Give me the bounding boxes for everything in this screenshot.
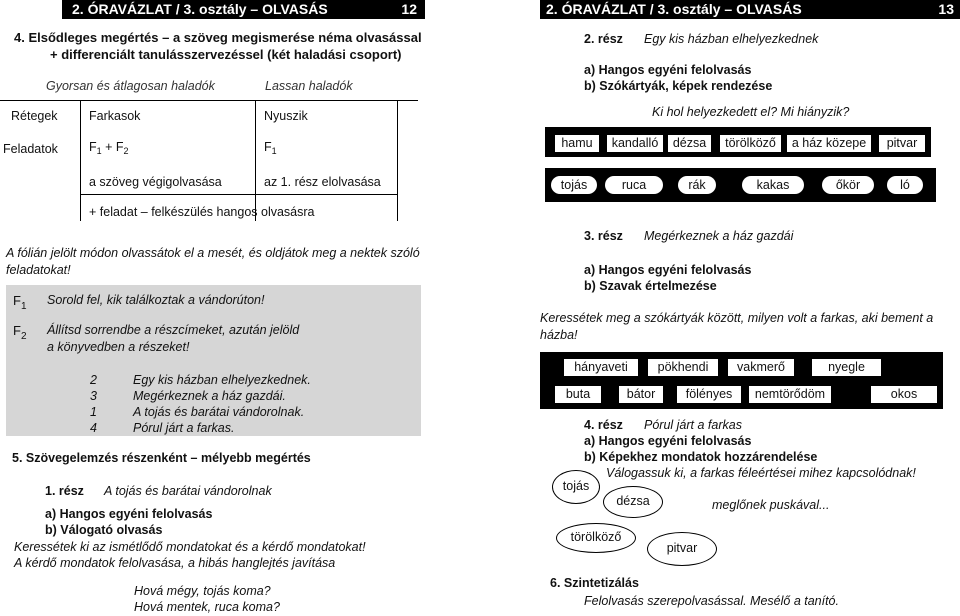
part2-question: Ki hol helyezkedett el? Mi hiányzik? [652, 105, 850, 119]
word-card-kandallo: kandalló [606, 134, 664, 153]
graybox-f1-text: Sorold fel, kik találkoztak a vándorúton! [47, 293, 265, 307]
table-row-desc-col2: az 1. rész elolvasása [264, 175, 381, 189]
part3-title: Megérkeznek a ház gazdái [644, 229, 794, 243]
task-f-plus: + F [101, 140, 124, 154]
part1-label: 1. rész [45, 484, 84, 498]
part3-label: 3. rész [584, 229, 623, 243]
word-card-torolkozo: törölköző [719, 134, 782, 153]
part2-title: Egy kis házban elhelyezkednek [644, 32, 819, 46]
part1-question1: Hová mégy, tojás koma? [134, 584, 271, 598]
part4-label: 4. rész [584, 418, 623, 432]
part1-step-a: a) Hangos egyéni felolvasás [45, 507, 213, 521]
table-row-layers-col1: Farkasok [89, 109, 141, 123]
task-f-letter: F [89, 140, 97, 154]
word-card-okos: okos [870, 385, 938, 404]
right-header-page-number: 13 [938, 1, 954, 17]
table-row-layers-label: Rétegek [11, 109, 58, 123]
word-card-hanyaveti: hányaveti [563, 358, 639, 377]
graybox-f2-text2: a könyvedben a részeket! [47, 340, 190, 354]
part3-step-a: a) Hangos egyéni felolvasás [584, 263, 752, 277]
part3-task: Keressétek meg a szókártyák között, milyen volt a farkas, aki bement a házba! [540, 311, 934, 342]
graybox-f2-label: $F_2$ [13, 323, 27, 342]
word-card-bator: bátor [618, 385, 664, 404]
word-card-nyegle: nyegle [811, 358, 882, 377]
word-card-folenyes: fölényes [676, 385, 742, 404]
task2-f-letter: F [264, 140, 272, 154]
oval-pitvar: pitvar [647, 532, 717, 566]
word-card-dezsa: dézsa [667, 134, 712, 153]
character-card-lo: ló [887, 176, 923, 194]
task2-f-sub: 1 [271, 146, 277, 156]
part4-step-a: a) Hangos egyéni felolvasás [584, 434, 752, 448]
table-top-rule [0, 100, 418, 101]
part1-step-b: b) Válogató olvasás [45, 523, 163, 537]
word-card-pitvar: pitvar [878, 134, 926, 153]
part1-title: A tojás és barátai vándorolnak [104, 484, 272, 498]
table-row-desc-col1: a szöveg végigolvasása [89, 175, 222, 189]
oval-tojas: tojás [552, 470, 600, 504]
word-card-a-haz-kozepe: a ház közepe [786, 134, 872, 153]
part4-quote: meglőnek puskával... [712, 498, 830, 512]
part1-question2: Hová mentek, ruca koma? [134, 600, 280, 614]
part4-step-b: b) Képekhez mondatok hozzárendelése [584, 450, 818, 464]
task-f-sub2: 2 [123, 146, 129, 156]
part4-task: Válogassuk ki, a farkas féleértései mihez kapcsolódnak! [606, 466, 916, 480]
characters-word-band [545, 168, 936, 202]
part2-step-a: a) Hangos egyéni felolvasás [584, 63, 752, 77]
oval-dezsa: dézsa [603, 486, 663, 518]
part1-task1: Keressétek ki az ismétlődő mondatokat és a kérdő mondatokat! [14, 540, 366, 554]
graybox-f2-text1: Állítsd sorrendbe a részcímeket, azután jelöld [47, 323, 300, 337]
part2-step-b: b) Szókártyák, képek rendezése [584, 79, 773, 93]
table-right-rule [397, 100, 398, 221]
left-page-header [62, 0, 425, 19]
table-row-tasks-label: Feladatok [3, 142, 58, 156]
table-inner-rule [80, 194, 398, 195]
task-f-sub1: 1 [96, 146, 102, 156]
part1-task2: A kérdő mondatok felolvasása, a hibás hanglejtés javítása [14, 556, 336, 570]
table-left-rule [80, 100, 81, 221]
table-row-tasks-col1 [89, 140, 129, 156]
table-row-extra: + feladat – felkészülés hangos olvasásra [89, 205, 315, 219]
part3-step-b: b) Szavak értelmezése [584, 279, 717, 293]
character-card-kakas: kakas [742, 176, 804, 194]
character-card-rak: rák [678, 176, 716, 194]
instruction-text: A fólián jelölt módon olvassátok el a mesét, és oldjátok meg a nektek szóló feladatokat! [6, 246, 420, 277]
section6-title: 6. Szintetizálás [550, 576, 639, 590]
word-card-buta: buta [554, 385, 602, 404]
section4-title-line1: 4. Elsődleges megértés – a szöveg megismerése néma olvasással [14, 30, 422, 45]
table-row-layers-col2: Nyuszik [264, 109, 308, 123]
section4-title-line2: + differenciált tanulásszervezéssel (két haladási csoport) [50, 47, 402, 62]
oval-torolkozo: törölköző [556, 523, 636, 553]
section5-title: 5. Szövegelemzés részenként – mélyebb megértés [12, 451, 311, 465]
group-fast-label: Gyorsan és átlagosan haladók [46, 79, 215, 93]
group-slow-label: Lassan haladók [265, 79, 353, 93]
word-card-nemtorodom: nemtörődöm [748, 385, 832, 404]
left-header-page-number: 12 [401, 1, 417, 17]
table-middle-rule [255, 100, 256, 221]
graybox-f1-label: $F_1$ [13, 293, 27, 312]
character-card-ruca: ruca [605, 176, 663, 194]
word-card-vakmero: vakmerő [727, 358, 795, 377]
section6-text: Felolvasás szerepolvasással. Mesélő a tanító. [584, 594, 839, 608]
table-row-tasks-col2 [264, 140, 277, 156]
right-header-title: 2. ÓRAVÁZLAT / 3. osztály – OLVASÁS [546, 1, 802, 17]
word-card-hamu: hamu [554, 134, 600, 153]
part2-label: 2. rész [584, 32, 623, 46]
character-card-okor: őkör [822, 176, 874, 194]
right-page-header [540, 0, 960, 19]
word-card-pokhendi: pökhendi [647, 358, 719, 377]
part4-title: Pórul járt a farkas [644, 418, 742, 432]
left-header-title: 2. ÓRAVÁZLAT / 3. osztály – OLVASÁS [72, 1, 328, 17]
character-card-tojas: tojás [551, 176, 597, 194]
